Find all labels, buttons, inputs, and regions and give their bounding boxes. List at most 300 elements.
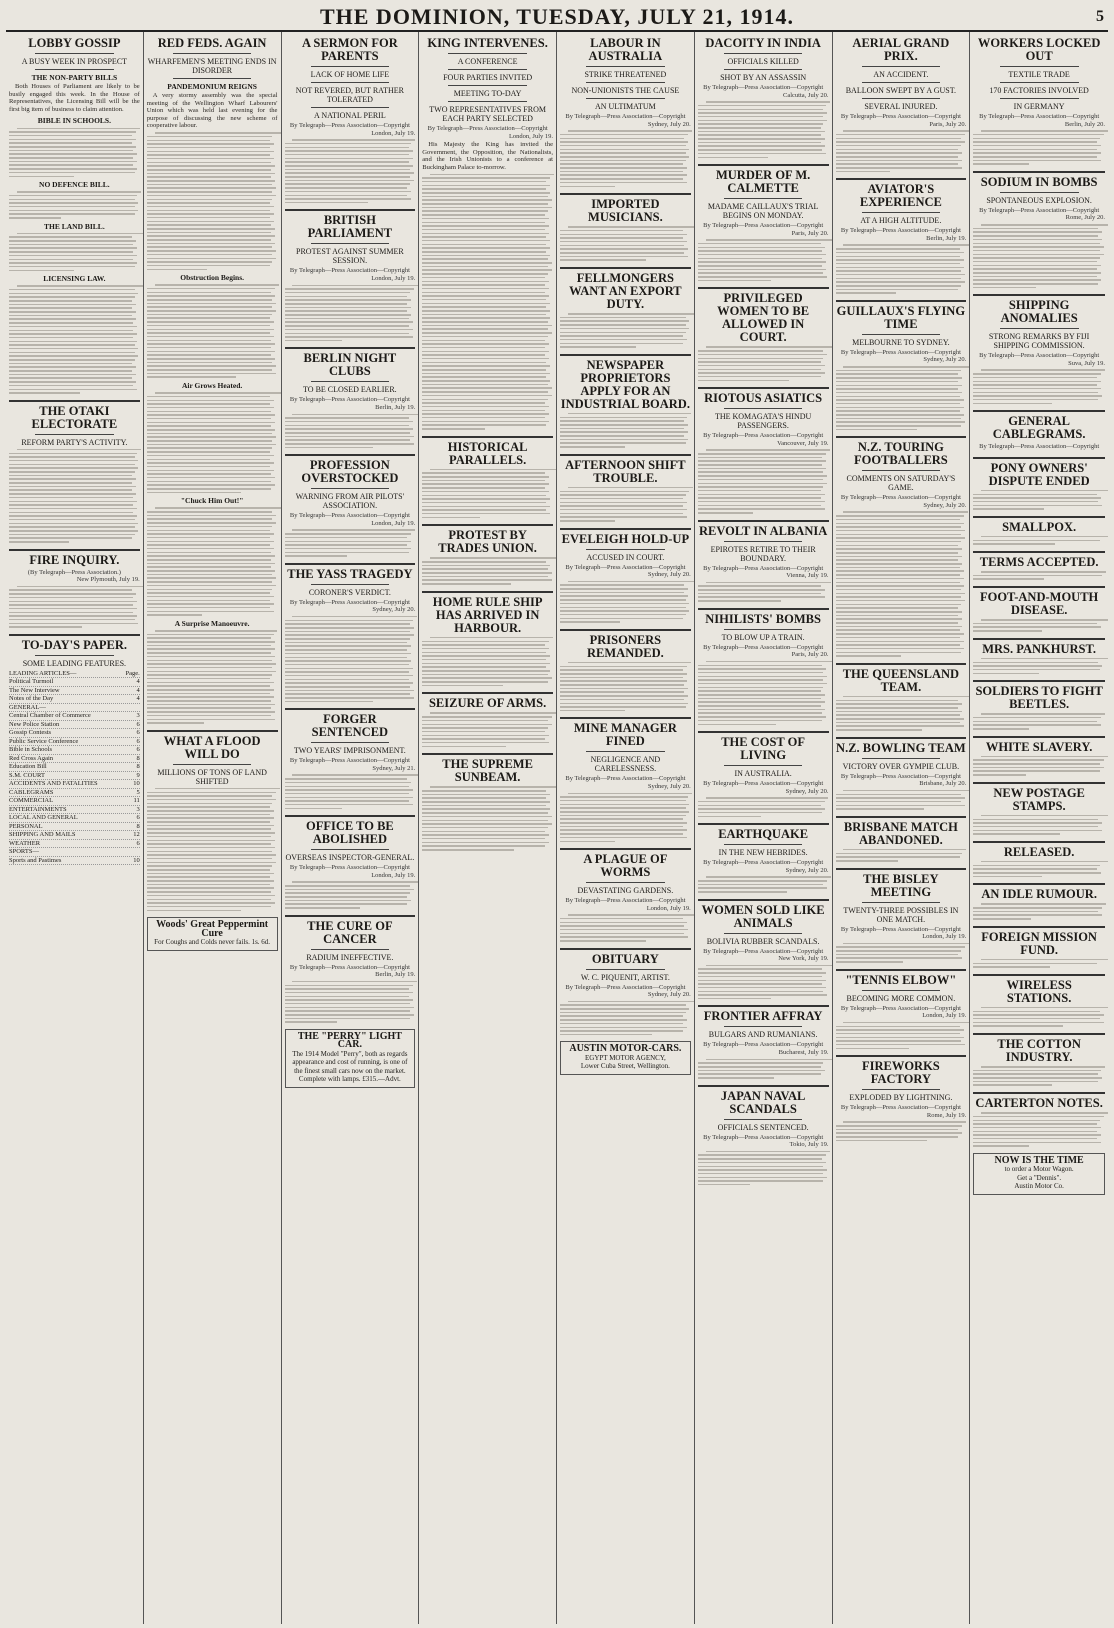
contents-row <box>9 780 140 789</box>
rule <box>1000 66 1079 67</box>
article <box>836 300 967 430</box>
section-title: A Surprise Manoeuvre. <box>174 618 250 628</box>
divider <box>285 915 416 917</box>
contents-label: Public Service Conference <box>9 737 79 745</box>
headline: BERLIN NIGHT CLUBS <box>303 351 397 379</box>
divider <box>973 410 1105 412</box>
ad-line: to order a Motor Wagon. <box>1004 1165 1074 1174</box>
section-title: THE LAND BILL. <box>44 221 105 231</box>
text-lines <box>9 191 140 218</box>
credit-line: By Telegraph—Press Association—Copyright <box>979 206 1100 214</box>
paragraph: Both Houses of Parliament are likely to be busily engaged this week. In the House of Representatives, the Licensing Bill will be the first big item of business to claim attention. <box>9 83 140 113</box>
headline: JAPAN NAVAL SCANDALS <box>720 1088 806 1116</box>
contents-row <box>9 806 140 815</box>
deck: BULGARS AND RUMANIANS. <box>708 1030 818 1040</box>
text-lines <box>698 965 829 1000</box>
advertisement <box>285 1029 416 1088</box>
divider <box>560 848 691 850</box>
headline: FOREIGN MISSION FUND. <box>981 929 1097 957</box>
credit-line: By Telegraph—Press Association—Copyright <box>565 897 686 904</box>
contents-row <box>9 738 140 747</box>
article <box>560 354 691 448</box>
contents-label: Political Turmoil <box>9 678 54 686</box>
divider <box>560 629 691 631</box>
divider <box>422 436 553 438</box>
article <box>698 608 829 725</box>
credit-line: By Telegraph—Press Association—Copyright <box>289 122 410 129</box>
contents-label: The New Interview <box>9 686 60 694</box>
deck: RADIUM INEFFECTIVE. <box>306 952 394 962</box>
dateline: Sydney, July 21. <box>372 764 416 772</box>
text-lines <box>698 1151 829 1186</box>
deck: NEGLIGENCE AND CARELESSNESS. <box>590 755 661 774</box>
divider <box>836 969 967 971</box>
rule <box>862 470 940 471</box>
rule <box>586 751 664 752</box>
divider <box>698 164 829 166</box>
headline: NEWSPAPER PROPRIETORS APPLY FOR AN INDUSTRIAL BOARD. <box>560 357 690 411</box>
deck: WHARFEMEN'S MEETING ENDS IN DISORDER <box>147 57 277 75</box>
deck: COMMENTS ON SATURDAY'S GAME. <box>846 474 956 493</box>
article <box>560 37 691 187</box>
contents-page: 11 <box>133 797 140 805</box>
deck: VICTORY OVER GYMPIE CLUB. <box>842 761 960 771</box>
contents-row <box>9 797 140 806</box>
article <box>422 524 553 585</box>
contents-row <box>9 746 140 755</box>
credit-line: By Telegraph—Press Association—Copyright <box>565 113 686 120</box>
deck: W. C. PIQUENIT, ARTIST. <box>580 972 670 982</box>
contents-label: COMMERCIAL <box>9 797 54 805</box>
contents-label: GENERAL— <box>9 703 46 711</box>
divider <box>560 454 691 456</box>
headline: THE CURE OF CANCER <box>307 918 393 946</box>
divider <box>698 1005 829 1007</box>
deck: STRIKE THREATENED <box>584 70 667 79</box>
headline: WOMEN SOLD LIKE ANIMALS <box>701 902 825 930</box>
headline: SHIPPING ANOMALIES <box>1000 298 1078 326</box>
credit-line: By Telegraph—Press Association—Copyright <box>703 780 824 787</box>
text-lines <box>285 981 416 1023</box>
deck: TWO YEARS' IMPRISONMENT. <box>293 746 406 756</box>
section-title: Obstruction Begins. <box>180 273 244 283</box>
contents-row <box>9 755 140 764</box>
section-title: LICENSING LAW. <box>43 274 106 284</box>
text-lines <box>973 713 1105 729</box>
ad-line: NOW IS THE TIME <box>994 1154 1084 1166</box>
column <box>282 32 420 1624</box>
ad-line: The 1914 Model "Perry", both as regards appearance and cost of running, is one of the finest small cars now on the market. <box>292 1049 408 1075</box>
dateline: Sydney, July 20. <box>923 356 967 364</box>
headline: SEIZURE OF ARMS. <box>428 696 547 711</box>
deck: BALLOON SWEPT BY A GUST. <box>845 86 957 95</box>
rule <box>448 69 526 70</box>
contents-page: 8 <box>136 822 140 830</box>
divider <box>836 436 967 438</box>
text-lines <box>698 449 829 513</box>
article <box>147 917 278 951</box>
ad-line: Austin Motor Co. <box>1014 1182 1064 1191</box>
divider <box>560 528 691 530</box>
article <box>9 400 140 543</box>
text-lines <box>285 774 416 809</box>
credit-line: By Telegraph—Press Association—Copyright <box>427 125 548 132</box>
rule <box>311 82 389 83</box>
text-lines <box>560 130 691 187</box>
text-lines <box>973 861 1105 877</box>
text-lines <box>836 696 967 731</box>
contents-row <box>9 729 140 738</box>
dateline: London, July 19. <box>922 933 967 940</box>
article <box>836 868 967 963</box>
article <box>973 736 1105 776</box>
contents-page: Page. <box>125 669 140 677</box>
contents-row <box>9 687 140 696</box>
divider <box>973 841 1105 843</box>
headline: GENERAL CABLEGRAMS. <box>992 414 1086 442</box>
article <box>698 899 829 1000</box>
headline: SMALLPOX. <box>1002 519 1077 534</box>
headline: RED FEDS. AGAIN <box>157 36 267 50</box>
contents-page: 5 <box>136 788 140 796</box>
rule <box>724 69 802 70</box>
divider <box>698 387 829 389</box>
rule <box>862 334 940 335</box>
text-lines <box>560 413 691 448</box>
headline: NEW POSTAGE STAMPS. <box>993 785 1085 813</box>
article <box>973 1033 1105 1086</box>
headline: MINE MANAGER FINED <box>573 721 677 749</box>
divider <box>9 400 140 402</box>
dateline: New York, July 19. <box>778 955 829 963</box>
text-lines <box>422 786 553 850</box>
contents-label: PERSONAL <box>9 822 43 830</box>
divider <box>560 267 691 269</box>
article <box>422 591 553 687</box>
text-lines <box>698 239 829 281</box>
article <box>285 815 416 909</box>
rule <box>862 990 940 991</box>
rule <box>862 902 940 903</box>
ad-line: EGYPT MOTOR AGENCY, <box>585 1053 666 1062</box>
article <box>560 193 691 261</box>
article <box>836 37 967 172</box>
rule <box>724 541 802 542</box>
text-lines <box>973 130 1105 165</box>
divider <box>560 717 691 719</box>
credit-line: By Telegraph—Press Association—Copyright <box>979 113 1100 120</box>
text-lines <box>836 130 967 172</box>
dateline: Vienna, July 19. <box>786 572 829 579</box>
masthead-title: THE DOMINION, TUESDAY, JULY 21, 1914. <box>319 4 795 29</box>
credit-line: By Telegraph—Press Association—Copyright <box>840 772 961 780</box>
credit-line: By Telegraph—Press Association—Copyright <box>289 396 410 404</box>
deck: A BUSY WEEK IN PROSPECT <box>21 57 128 66</box>
deck: NON-UNIONISTS THE CAUSE <box>571 86 680 95</box>
credit-line: By Telegraph—Press Association—Copyright <box>979 352 1100 360</box>
rule <box>448 101 526 102</box>
contents-page: 3 <box>136 712 140 720</box>
text-lines <box>836 790 967 810</box>
dateline: Berlin, July 19. <box>375 971 416 979</box>
rule <box>586 969 664 970</box>
text-lines <box>973 536 1105 545</box>
divider <box>973 736 1105 738</box>
divider <box>9 634 140 636</box>
rule <box>311 243 389 244</box>
text-lines <box>973 658 1105 674</box>
column <box>833 32 971 1624</box>
ad-line: For Coughs and Colds never fails. 1s. 6d. <box>154 938 271 947</box>
text-lines <box>836 1121 967 1141</box>
column <box>970 32 1108 1624</box>
text-lines <box>422 174 553 430</box>
divider <box>422 524 553 526</box>
subhead: PANDEMONIUM REIGNS <box>167 82 257 91</box>
contents-row <box>9 857 140 866</box>
article <box>698 37 829 158</box>
headline: WIRELESS STATIONS. <box>1006 977 1072 1005</box>
rule <box>311 107 389 108</box>
divider <box>973 457 1105 459</box>
ad-line: Woods' Great Peppermint Cure <box>156 919 269 939</box>
rule <box>724 1026 802 1027</box>
article <box>285 1029 416 1088</box>
article <box>285 209 416 341</box>
contents-row <box>9 670 140 679</box>
headline: GUILLAUX'S FLYING TIME <box>836 303 966 331</box>
contents-row <box>9 763 140 772</box>
rule <box>862 758 940 759</box>
headline: TO-DAY'S PAPER. <box>21 637 128 652</box>
dateline: London, July 19. <box>371 519 416 527</box>
rule <box>724 844 802 845</box>
contents-page: 9 <box>136 771 140 779</box>
contents-row <box>9 831 140 840</box>
article <box>973 974 1105 1027</box>
headline: WHITE SLAVERY. <box>985 739 1093 754</box>
contents-label: CABLEGRAMS <box>9 788 54 796</box>
contents-row <box>9 678 140 687</box>
deck: EXPLODED BY LIGHTNING. <box>849 1093 953 1103</box>
ad-line: THE "PERRY" LIGHT CAR. <box>297 1030 402 1051</box>
text-lines <box>422 469 553 518</box>
contents-page: 6 <box>136 814 140 822</box>
divider <box>836 300 967 302</box>
contents-label: Sports and Pastimes <box>9 856 62 864</box>
article <box>698 1085 829 1186</box>
article <box>560 629 691 712</box>
contents-label: SPORTS— <box>9 848 39 856</box>
ad-line: Get a "Dennis". <box>1017 1173 1062 1182</box>
divider <box>698 608 829 610</box>
divider <box>973 1092 1105 1094</box>
headline: BRITISH PARLIAMENT <box>307 213 393 241</box>
credit-line: By Telegraph—Press Association—Copyright <box>703 859 824 867</box>
deck: MEETING TO-DAY <box>453 89 522 98</box>
headline: HOME RULE SHIP HAS ARRIVED IN HARBOUR. <box>432 594 543 635</box>
dateline: Tokio, July 19. <box>789 1141 829 1149</box>
deck: SPONTANEOUS EXPLOSION. <box>986 195 1092 205</box>
headline: AVIATOR'S EXPERIENCE <box>859 182 942 210</box>
text-lines <box>836 244 967 293</box>
text-lines <box>147 132 278 270</box>
credit-line: By Telegraph—Press Association—Copyright <box>703 564 824 572</box>
masthead <box>6 4 1108 32</box>
contents-page: 4 <box>136 686 140 694</box>
rule <box>586 549 664 550</box>
headline: THE COST OF LIVING <box>721 735 806 762</box>
rule <box>311 849 389 850</box>
dateline: London, July 19. <box>646 904 691 912</box>
article <box>422 436 553 519</box>
text-lines <box>836 849 967 862</box>
advertisement <box>973 1153 1105 1195</box>
divider <box>836 816 967 818</box>
text-lines <box>973 815 1105 835</box>
article <box>147 730 278 911</box>
article <box>285 915 416 1023</box>
deck: ACCUSED IN COURT. <box>586 552 665 562</box>
ad-line: Complete with lamps. £315.—Advt. <box>298 1075 401 1084</box>
rule <box>724 629 802 630</box>
rule <box>586 882 664 883</box>
deck: OFFICIALS SENTENCED. <box>717 1122 809 1132</box>
deck: TO BLOW UP A TRAIN. <box>721 632 805 642</box>
deck: AT A HIGH ALTITUDE. <box>860 216 942 226</box>
headline: SODIUM IN BOMBS <box>980 174 1098 189</box>
divider <box>147 730 278 732</box>
contents-row <box>9 704 140 713</box>
text-lines <box>560 793 691 842</box>
credit-line: By Telegraph—Press Association—Copyright <box>703 1133 824 1141</box>
rule <box>35 434 113 435</box>
divider <box>973 974 1105 976</box>
contents-label: Notes of the Day <box>9 695 54 703</box>
contents-page: 12 <box>133 831 140 839</box>
credit-line: By Telegraph—Press Association—Copyright <box>703 222 824 229</box>
contents-label: S.M. COURT <box>9 771 45 779</box>
dateline: Rome, July 20. <box>1065 214 1105 222</box>
text-lines <box>973 369 1105 404</box>
text-lines <box>973 903 1105 919</box>
dateline: Sydney, July 20. <box>647 571 691 578</box>
contents-row <box>9 823 140 832</box>
contents-row <box>9 789 140 798</box>
headline: PRISONERS REMANDED. <box>587 632 664 660</box>
dateline: London, July 19. <box>371 274 416 282</box>
ad-line: Lower Cuba Street, Wellington. <box>580 1062 670 1071</box>
advertisement <box>560 1041 691 1075</box>
contents-label: SHIPPING AND MAILS <box>9 831 76 839</box>
headline: CARTERTON NOTES. <box>975 1095 1103 1110</box>
deck: SEVERAL INJURED. <box>864 102 938 111</box>
headline: A SERMON FOR PARENTS <box>301 36 398 63</box>
contents-page: 8 <box>136 763 140 771</box>
contents-page: 3 <box>136 805 140 813</box>
divider <box>973 883 1105 885</box>
rule <box>862 82 940 83</box>
credit-line: By Telegraph—Press Association—Copyright <box>703 432 824 440</box>
article <box>973 782 1105 835</box>
rule <box>35 53 113 54</box>
text-lines <box>147 630 278 724</box>
credit-line: By Telegraph—Press Association—Copyright <box>289 757 410 765</box>
rule <box>311 949 389 950</box>
deck: DEVASTATING GARDENS. <box>577 886 674 895</box>
deck: WARNING FROM AIR PILOTS' ASSOCIATION. <box>295 492 405 511</box>
divider <box>560 193 691 195</box>
credit-line: (By Telegraph—Press Association.) <box>27 568 121 576</box>
headline: THE SUPREME SUNBEAM. <box>442 757 533 785</box>
text-lines <box>147 392 278 493</box>
rule <box>1000 328 1079 329</box>
contents-label: Central Chamber of Commerce <box>9 712 91 720</box>
credit-line: By Telegraph—Press Association—Copyright <box>840 1004 961 1012</box>
dateline: Sydney, July 20. <box>372 606 416 614</box>
headline: OFFICE TO BE ABOLISHED <box>305 819 394 847</box>
article <box>285 708 416 809</box>
deck: TWO REPRESENTATIVES FROM EACH PARTY SELECTED <box>429 105 546 123</box>
article <box>973 410 1105 451</box>
credit-line: By Telegraph—Press Association—Copyright <box>840 113 961 120</box>
deck: TEXTILE TRADE <box>1008 70 1070 79</box>
text-lines <box>147 507 278 615</box>
text-lines <box>973 619 1105 632</box>
contents-page: 6 <box>136 737 140 745</box>
article <box>285 37 416 203</box>
rule <box>724 765 802 766</box>
article <box>836 969 967 1050</box>
dateline: Sydney, July 20. <box>785 787 829 795</box>
rule <box>448 85 526 86</box>
dateline: Rome, July 19. <box>926 1111 967 1119</box>
text-lines <box>698 346 829 381</box>
dateline: Sydney, July 20. <box>647 120 691 128</box>
dateline: Berlin, July 19. <box>926 234 967 242</box>
text-lines <box>698 582 829 602</box>
rule <box>311 742 389 743</box>
article <box>973 1153 1105 1195</box>
divider <box>973 1033 1105 1035</box>
dateline: London, July 19. <box>371 871 416 879</box>
article <box>285 563 416 703</box>
article <box>422 692 553 747</box>
article <box>560 1041 691 1075</box>
divider <box>560 354 691 356</box>
article <box>422 753 553 850</box>
contents-page: 6 <box>136 746 140 754</box>
dateline: Berlin, July 20. <box>1064 120 1105 128</box>
rule <box>586 66 664 67</box>
text-lines <box>973 1007 1105 1027</box>
article <box>836 1055 967 1141</box>
column <box>695 32 833 1624</box>
deck: TO BE CLOSED EARLIER. <box>303 385 397 395</box>
headline: NIHILISTS' BOMBS <box>705 611 821 626</box>
headline: N.Z. TOURING FOOTBALLERS <box>853 440 948 468</box>
article <box>285 347 416 448</box>
headline: FORGER SENTENCED <box>311 712 389 740</box>
deck: AN ACCIDENT. <box>873 70 929 79</box>
credit-line: By Telegraph—Press Association—Copyright <box>703 643 824 651</box>
page-number: 5 <box>1096 8 1104 25</box>
article <box>973 457 1105 510</box>
text-lines <box>9 128 140 177</box>
divider <box>973 586 1105 588</box>
rule <box>724 198 802 199</box>
divider <box>973 551 1105 553</box>
